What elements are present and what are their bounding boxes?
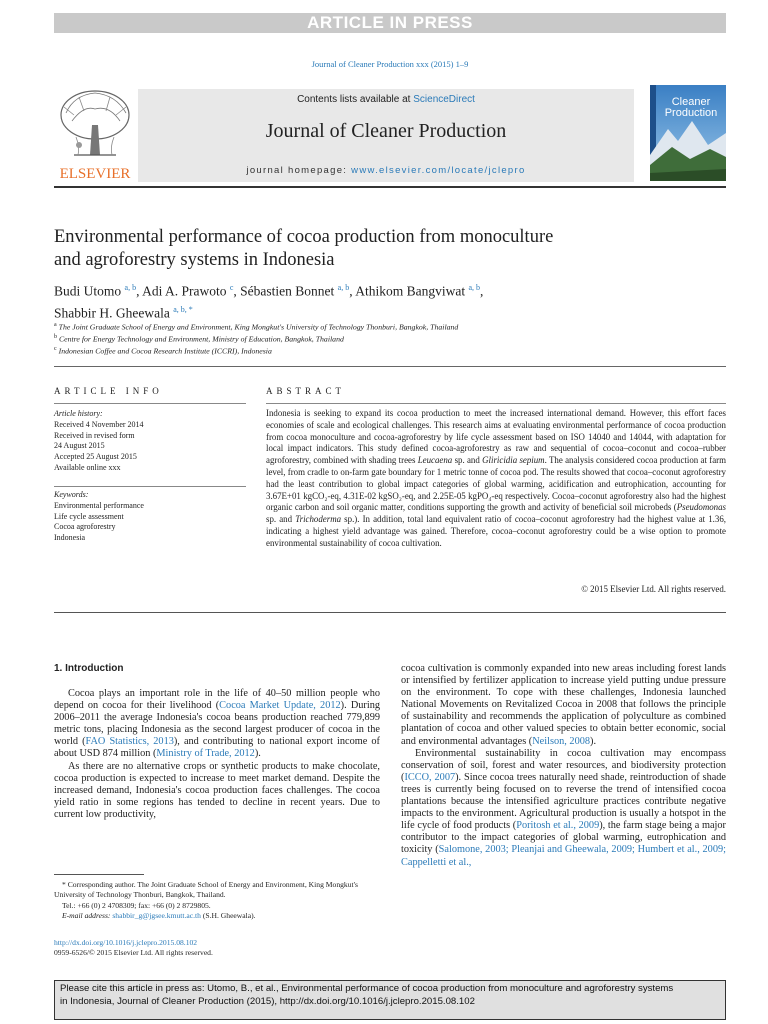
intro-paragraph-3 xyxy=(401,663,726,748)
affiliation-text: Indonesian Coffee and Cocoa Research Institute (ICCRI), Indonesia xyxy=(58,346,272,356)
article-history-label: Article history: xyxy=(54,409,103,418)
author-affiliation-marker[interactable]: a, b xyxy=(337,283,350,292)
citation-link[interactable]: Neilson, 2008 xyxy=(532,735,591,747)
author-list xyxy=(54,279,654,322)
intro-paragraph-4 xyxy=(401,748,726,869)
author-separator: , xyxy=(233,283,241,299)
citation-link[interactable]: Ministry of Trade, 2012 xyxy=(156,748,255,760)
abstract-segment: Indonesia is seeking to expand its cocoa production to meet the increased international demand. However, this effort faces economies of scale and ecological challenges. This research aims at evaluating environmental performance of cocoa production from cocoa monoculture and cocoa-agroforestry by life cycle assessment based on ISO 14040 and 14044, with adaptation for local impact indicators. This study defined cocoa-agroforestry as raw and sequential of cocoa–coconut and cocoa–rubber agroforestry, combined with shading trees xyxy=(266,408,726,466)
intro-paragraph-1 xyxy=(54,688,380,761)
citation-link[interactable]: Poritosh et al., 2009 xyxy=(516,820,600,832)
intro-paragraph-2: As there are no alternative crops or synthetic products to make chocolate, cocoa production is expected to increase to meet market demand. Despite the increased demand, Indonesia's cocoa production faces challenges. The cocoa yield ratio in some regions has tended to decline in recent years. Due to current low productivity, xyxy=(54,760,380,820)
keyword-item: Environmental performance xyxy=(54,500,144,510)
history-item: Received 4 November 2014 xyxy=(54,419,144,429)
text-segment: ). xyxy=(254,748,261,760)
doi-block xyxy=(54,938,384,959)
history-item: Available online xxx xyxy=(54,462,121,472)
affiliation-a xyxy=(54,322,458,332)
author-affiliation-marker[interactable]: c xyxy=(229,283,234,292)
affiliation-b xyxy=(54,334,344,344)
author-name[interactable]: Athikom Bangviwat xyxy=(355,283,466,299)
title-rule xyxy=(54,366,726,367)
text-segment: ). xyxy=(590,735,597,747)
doi-link[interactable]: http://dx.doi.org/10.1016/j.jclepro.2015.08.102 xyxy=(54,938,198,947)
author-name[interactable]: Adi A. Prawoto xyxy=(142,283,227,299)
paper-title-line-2: and agroforestry systems in Indonesia xyxy=(54,250,335,270)
author-name[interactable]: Sébastien Bonnet xyxy=(240,283,335,299)
paper-title xyxy=(54,226,654,272)
contents-line xyxy=(138,94,634,105)
author-separator: , xyxy=(136,283,143,299)
journal-title: Journal of Cleaner Production xyxy=(265,120,507,142)
keyword-item: Cocoa agroforestry xyxy=(54,522,116,532)
footnote-rule xyxy=(54,874,144,875)
abstract-rule-bottom xyxy=(54,612,726,613)
citation-link[interactable]: Cocoa Market Update, 2012 xyxy=(219,700,341,712)
affiliation-text: The Joint Graduate School of Energy and Environment, King Mongkut's University of Technology Thonburi, Bangkok, Thailand xyxy=(58,322,459,332)
elsevier-wordmark: ELSEVIER xyxy=(59,166,131,182)
history-item: Accepted 25 August 2015 xyxy=(54,452,137,462)
homepage-link[interactable]: www.elsevier.com/locate/jclepro xyxy=(351,165,526,176)
cite-line-2: in Indonesia, Journal of Cleaner Production (2015), http://dx.doi.org/10.1016/j.jclepro.2015.08.102 xyxy=(60,995,475,1007)
affiliation-key: a xyxy=(54,322,57,328)
abstract-segment: sp.). In addition, total land equivalent ratio of cocoa–coconut agroforestry had the highest value at 1.36, indicating a highest yield advantage was gained. Therefore, cocoa–coconut agroforestry could be a wise option to promote environmental sustainability of cocoa cultivation. xyxy=(266,514,726,548)
citation-link[interactable]: Salomone, 2003; Pleanjai and Gheewala, 2009; Humbert et al., 2009; Cappelletti et al., xyxy=(401,844,726,868)
text-segment: Cocoa plays an important role in the life of 40–50 million people who depend on cocoa for their livelihood ( xyxy=(54,688,380,712)
corresponding-author-text: * Corresponding author. The Joint Graduate School of Energy and Environment, King Mongkut's University of Technology Thonburi, Bangkok, Thailand. xyxy=(54,880,358,900)
email-link[interactable]: shabbir_g@jgsee.kmutt.ac.th xyxy=(112,910,201,920)
keywords-block xyxy=(54,490,246,544)
cite-this-article-text xyxy=(60,983,720,1008)
text-segment: ). During 2006–2011 the average Indonesia's cocoa beans production reached 779,899 metric tons, placing Indonesia as the second largest producer of cocoa in the world ( xyxy=(54,700,381,748)
abstract-copyright: © 2015 Elsevier Ltd. All rights reserved. xyxy=(581,584,726,594)
cover-title-2: Production xyxy=(664,107,718,119)
contents-prefix: Contents lists available at xyxy=(297,94,414,105)
abstract-heading: ABSTRACT xyxy=(266,386,346,396)
cite-line-1: Please cite this article in press as: Utomo, B., et al., Environmental performance of cocoa production from monoculture and agroforestry systems xyxy=(60,983,674,994)
contact-email xyxy=(54,911,384,921)
keywords-label: Keywords: xyxy=(54,490,89,499)
issn-line: 0959-6526/© 2015 Elsevier Ltd. All rights reserved. xyxy=(54,948,213,958)
abstract-italic: Trichoderma xyxy=(295,514,342,525)
journal-homepage xyxy=(138,165,634,176)
homepage-prefix: journal homepage: xyxy=(246,165,352,176)
text-segment: ). Since cocoa trees naturally need shade, reintroduction of shade trees is currently being focused on to reverse the trend of intensified cocoa plantations because the intensified agriculture practices contribute negative impacts to the environment. Agricultural production is usually a hotspot in the life cycle of food products ( xyxy=(401,771,727,832)
author-name[interactable]: Shabbir H. Gheewala xyxy=(54,305,170,320)
journal-cover-image xyxy=(650,85,726,181)
journal-citation-link[interactable]: Journal of Cleaner Production xxx (2015) 1–9 xyxy=(311,59,469,69)
abstract-rule xyxy=(266,403,726,404)
article-info-rule xyxy=(54,403,246,404)
keyword-item: Life cycle assessment xyxy=(54,511,124,521)
introduction-heading: 1. Introduction xyxy=(54,663,124,674)
text-segment: cocoa cultivation is commonly expanded into new areas including forest lands or intensified by fertilizer application to increase yield putting undue pressure on the environment. To cope with these challenges, Indonesia launched National Movements on Revitalized Cocoa in 2008 that follows the principle of sustainability and recommends the application of polyculture as combined plantation of cocoa and other valued species to obtain better economic, social and environmental advantages ( xyxy=(401,663,726,747)
abstract-text xyxy=(266,408,726,550)
text-segment: Environmental sustainability in cocoa cultivation may encompass conservation of soil, forest and water resources, and biodiversity protection ( xyxy=(401,747,726,783)
affiliation-text: Centre for Energy Technology and Environment, Ministry of Education, Bangkok, Thailand xyxy=(58,334,344,344)
affiliation-key: b xyxy=(54,334,57,340)
author-affiliation-marker[interactable]: a, b xyxy=(124,283,137,292)
text-segment: ), and contributing to national export income of about USD 874 million ( xyxy=(54,736,380,760)
corresponding-author-footnote xyxy=(54,880,384,921)
affiliation-key: c xyxy=(54,346,57,352)
citation-link[interactable]: ICCO, 2007 xyxy=(404,771,456,783)
author-separator: , xyxy=(480,283,484,299)
author-separator: , xyxy=(349,283,356,299)
keyword-item: Indonesia xyxy=(54,533,86,543)
abstract-segment: . The analysis considered cocoa production at farm level, from cradle to on-farm gate boundary for 1 metric tonne of cocoa pod. The results showed that cocoa–coconut agroforestry had the least contribution to global impact categories of global warming, acidification and eutrophication, accounting for 3.67E+01 kgCO₂-eq, 4.31E-02 kgSO₂-eq, and 2.25E-05 kgPO₄-eq respectively. Cocoa–coconut agroforestry also had the highest organic carbon and soil organic matter, conditions supporting the growth and activity of beneficial soil microbeds ( xyxy=(266,455,726,513)
elsevier-tree-icon xyxy=(54,85,136,183)
abstract-segment: sp. and xyxy=(266,514,296,525)
elsevier-logo xyxy=(54,85,136,183)
keywords-rule xyxy=(54,486,246,487)
email-label: E-mail address: xyxy=(62,910,113,920)
history-item: Received in revised form xyxy=(54,430,135,440)
article-in-press-banner: ARTICLE IN PRESS xyxy=(54,13,726,33)
abstract-italic: Gliricidia sepium xyxy=(482,455,545,466)
author-name[interactable]: Budi Utomo xyxy=(54,283,122,299)
body-column-left xyxy=(54,688,380,821)
paper-title-line-1: Environmental performance of cocoa production from monoculture xyxy=(54,227,554,247)
history-item: 24 August 2015 xyxy=(54,441,105,451)
author-affiliation-marker[interactable]: a, b, * xyxy=(173,304,193,314)
abstract-italic: Leucaena xyxy=(417,455,453,466)
article-history xyxy=(54,409,246,474)
citation-link[interactable]: FAO Statistics, 2013 xyxy=(85,736,174,748)
header-rule xyxy=(54,186,726,188)
abstract-segment: sp. and xyxy=(452,455,483,466)
email-suffix: (S.H. Gheewala). xyxy=(200,910,256,920)
text-segment: ), the farm stage being a major contributor to the impact categories of global warming, eutrophication and toxicity ( xyxy=(401,820,726,856)
author-affiliation-marker[interactable]: a, b xyxy=(468,283,481,292)
cover-title-1: Cleaner xyxy=(671,96,711,108)
affiliation-c xyxy=(54,346,272,356)
abstract-italic: Pseudomonas xyxy=(676,502,726,513)
article-info-heading: ARTICLE INFO xyxy=(54,386,163,396)
sciencedirect-link[interactable]: ScienceDirect xyxy=(413,94,475,105)
contact-phone: Tel.: +66 (0) 2 4708309; fax: +66 (0) 2 8729805. xyxy=(62,900,211,910)
body-column-right xyxy=(401,663,726,869)
